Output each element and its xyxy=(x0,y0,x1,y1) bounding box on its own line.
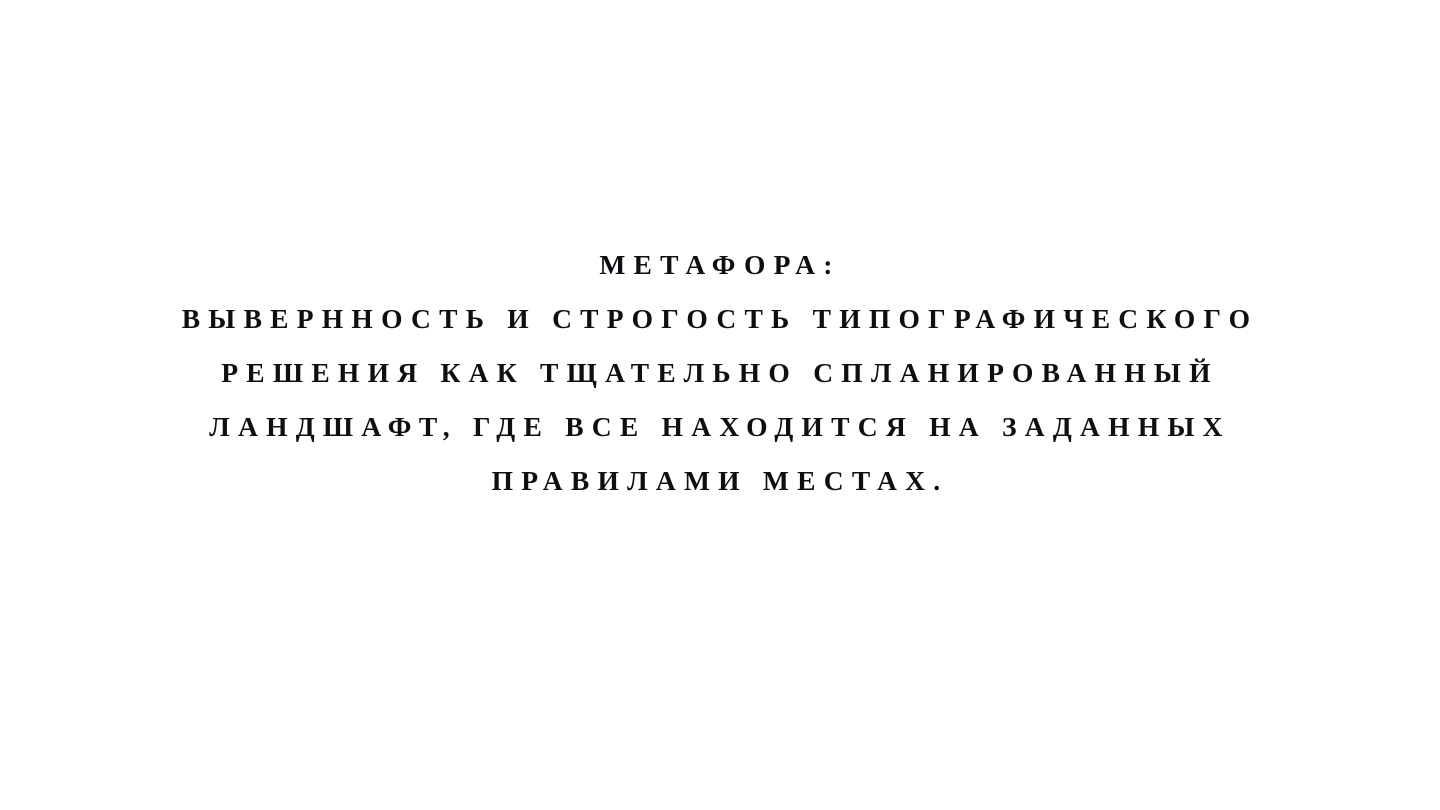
slide-heading: МЕТАФОРА: xyxy=(599,249,841,280)
slide-body-line-4: ПРАВИЛАМИ МЕСТАХ. xyxy=(491,465,949,496)
slide-body-line-2: РЕШЕНИЯ КАК ТЩАТЕЛЬНО СПЛАНИРОВАННЫЙ xyxy=(221,357,1219,388)
slide-body-line-1: ВЫВЕРННОСТЬ И СТРОГОСТЬ ТИПОГРАФИЧЕСКОГО xyxy=(181,303,1259,334)
slide-body-line-3: ЛАНДШАФТ, ГДЕ ВСЕ НАХОДИТСЯ НА ЗАДАННЫХ xyxy=(209,411,1231,442)
slide-text-block xyxy=(80,238,1360,508)
